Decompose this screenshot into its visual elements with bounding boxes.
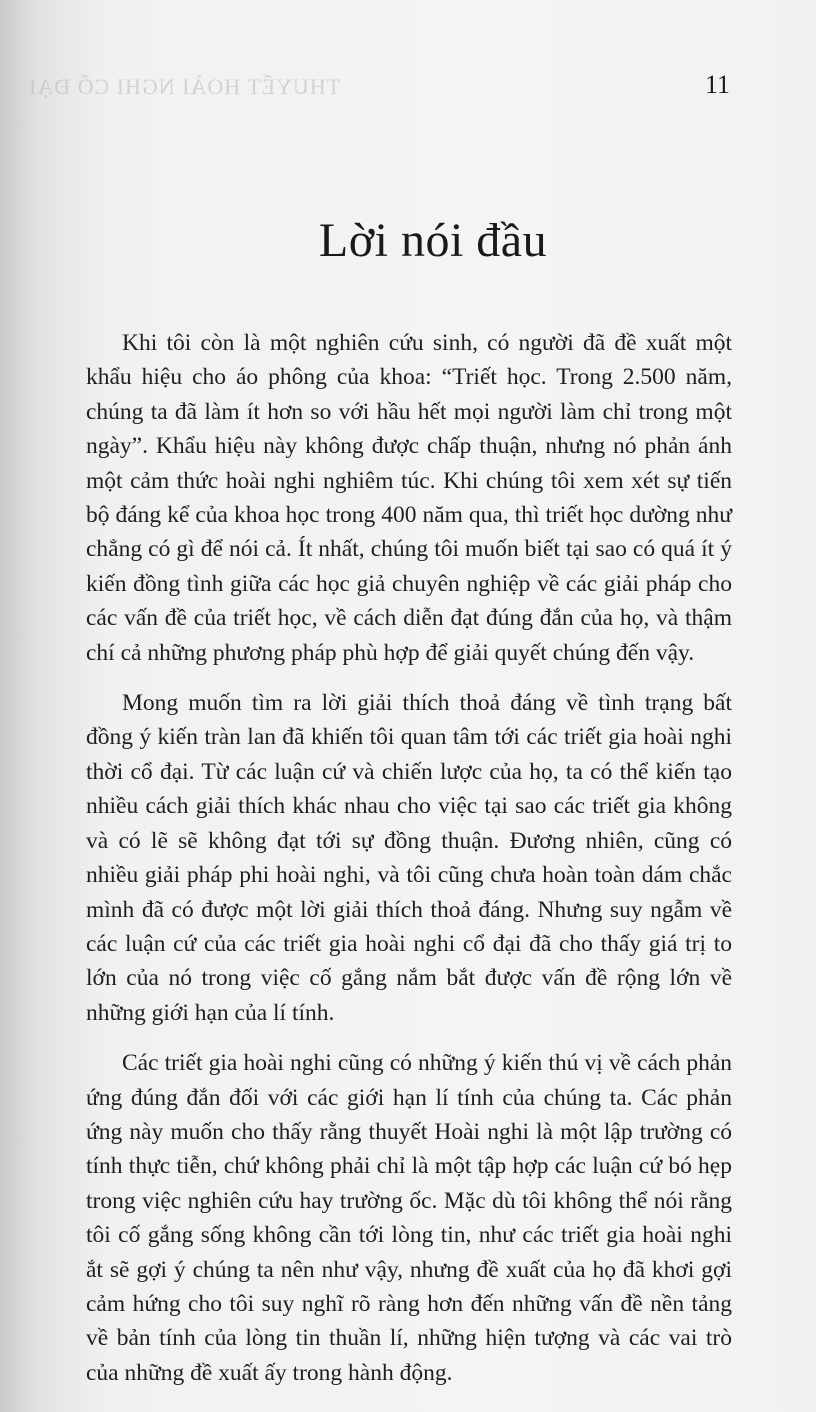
running-head-bleed-through: THUYẾT HOÀI NGHI CỔ ĐẠI (28, 74, 341, 99)
paragraph-1: Khi tôi còn là một nghiên cứu sinh, có người đã đề xuất một khẩu hiệu cho áo phông của khoa: “Triết học. Trong 2.500 năm, chúng ta đã làm ít hơn so với hầu hết mọi người làm chỉ trong một ngày”. Khẩu hiệu này không được chấp thuận, nhưng nó phản ánh một cảm thức hoài nghi nghiêm túc. Khi chúng tôi xem xét sự tiến bộ đáng kể của khoa học trong 400 năm qua, thì triết học dường như chẳng có gì để nói cả. Ít nhất, chúng tôi muốn biết tại sao có quá ít ý kiến đồng tình giữa các học giả chuyên nghiệp về các giải pháp cho các vấn đề của triết học, về cách diễn đạt đúng đắn của họ, và thậm chí cả những phương pháp phù hợp để giải quyết chúng đến vậy. (86, 330, 732, 666)
paragraph-3: Các triết gia hoài nghi cũng có những ý kiến thú vị về cách phản ứng đúng đắn đối với các giới hạn lí tính của chúng ta. Các phản ứng này muốn cho thấy rằng thuyết Hoài nghi là một lập trường có tính thực tiễn, chứ không phải chỉ là một tập hợp các luận cứ bó hẹp trong việc nghiên cứu hay trường ốc. Mặc dù tôi không thể nói rằng tôi cố gắng sống không cần tới lòng tin, như các triết gia hoài nghi ắt sẽ gợi ý chúng ta nên như vậy, nhưng đề xuất của họ đã khơi gợi cảm hứng cho tôi suy nghĩ rõ ràng hơn đến những vấn đề nền tảng về bản tính của lòng tin thuần lí, những hiện tượng và các vai trò của những đề xuất ấy trong hành động. (86, 1050, 732, 1386)
body-text (86, 326, 732, 1406)
paragraph-2: Mong muốn tìm ra lời giải thích thoả đáng về tình trạng bất đồng ý kiến tràn lan đã khiến tôi quan tâm tới các triết gia hoài nghi thời cổ đại. Từ các luận cứ và chiến lược của họ, ta có thể kiến tạo nhiều cách giải thích khác nhau cho việc tại sao các triết gia không và có lẽ sẽ không đạt tới sự đồng thuận. Đương nhiên, cũng có nhiều giải pháp phi hoài nghi, và tôi cũng chưa hoàn toàn dám chắc mình đã có được một lời giải thích thoả đáng. Nhưng suy ngẫm về các luận cứ của các triết gia hoài nghi cổ đại đã cho thấy giá trị to lớn của nó trong việc cố gắng nắm bắt được vấn đề rộng lớn về những giới hạn của lí tính. (86, 690, 732, 1026)
chapter-title: Lời nói đầu (318, 214, 548, 267)
page-number: 11 (704, 70, 730, 99)
